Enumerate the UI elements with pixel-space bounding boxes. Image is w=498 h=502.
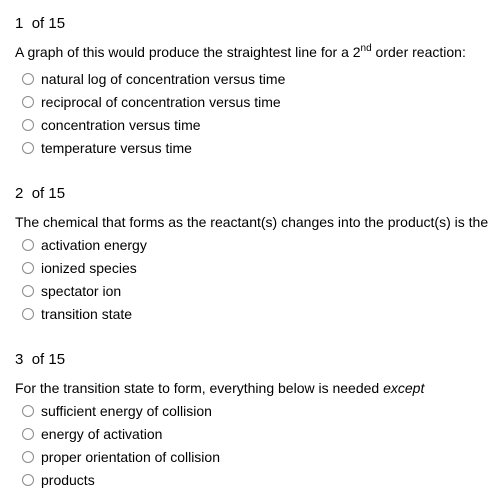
radio-button[interactable] <box>22 262 34 274</box>
option-label: natural log of concentration versus time <box>41 71 286 87</box>
radio-button[interactable] <box>22 405 34 417</box>
answer-option[interactable] <box>22 70 285 88</box>
radio-button[interactable] <box>22 308 34 320</box>
option-label: sufficient energy of collision <box>41 403 212 419</box>
answer-option[interactable] <box>22 305 132 323</box>
option-label: ionized species <box>41 260 137 276</box>
superscript: nd <box>360 43 372 54</box>
option-label: temperature versus time <box>41 140 192 156</box>
answer-option[interactable] <box>22 259 137 277</box>
answer-option[interactable] <box>22 116 201 134</box>
option-label: transition state <box>41 306 133 322</box>
radio-button[interactable] <box>22 428 34 440</box>
option-label: reciprocal of concentration versus time <box>41 94 281 110</box>
radio-button[interactable] <box>22 451 34 463</box>
question-number: 3 of 15 <box>15 351 66 368</box>
emphasis-text: except <box>383 380 425 396</box>
radio-button[interactable] <box>22 119 34 131</box>
option-label: activation energy <box>41 237 147 253</box>
answer-option[interactable] <box>22 471 95 489</box>
question-prompt: A graph of this would produce the straightest line for a 2nd order reaction: <box>15 43 466 60</box>
answer-option[interactable] <box>22 402 212 420</box>
radio-button[interactable] <box>22 142 34 154</box>
question-number: 1 of 15 <box>15 15 66 32</box>
option-label: energy of activation <box>41 426 163 442</box>
option-label: spectator ion <box>41 283 122 299</box>
question-prompt: The chemical that forms as the reactant(s) changes into the product(s) is the <box>15 214 489 230</box>
radio-button[interactable] <box>22 285 34 297</box>
option-label: proper orientation of collision <box>41 449 220 465</box>
radio-button[interactable] <box>22 73 34 85</box>
option-label: products <box>41 472 95 488</box>
question-prompt: For the transition state to form, everything below is needed except <box>15 380 425 396</box>
option-label: concentration versus time <box>41 117 201 133</box>
question-number: 2 of 15 <box>15 185 66 202</box>
answer-option[interactable] <box>22 448 220 466</box>
radio-button[interactable] <box>22 239 34 251</box>
answer-option[interactable] <box>22 236 147 254</box>
answer-option[interactable] <box>22 93 281 111</box>
radio-button[interactable] <box>22 474 34 486</box>
answer-option[interactable] <box>22 282 121 300</box>
answer-option[interactable] <box>22 425 162 443</box>
answer-option[interactable] <box>22 139 192 157</box>
radio-button[interactable] <box>22 96 34 108</box>
